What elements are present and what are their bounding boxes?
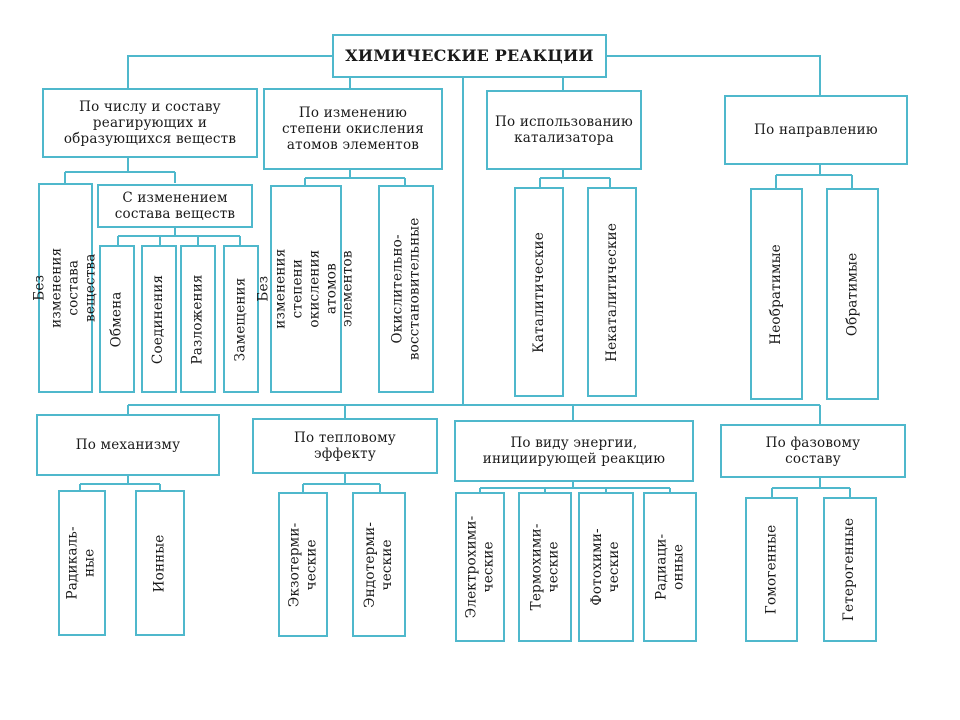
box-heterogeneous xyxy=(823,497,877,642)
box-electrochemical xyxy=(455,492,505,642)
box-exothermic xyxy=(278,492,328,637)
box-exchange-label: Обмена xyxy=(108,291,125,347)
box-redox-label: Окислительно- восстановительные xyxy=(389,217,423,361)
box-with-composition-change xyxy=(97,184,253,228)
box-substitution xyxy=(223,245,259,393)
box-redox xyxy=(378,185,434,393)
box-thermochemical-label: Термохими- ческие xyxy=(528,523,561,611)
box-ionic xyxy=(135,490,185,636)
category-thermal-label: По тепловому эффекту xyxy=(294,429,396,462)
box-irreversible xyxy=(750,188,803,400)
box-heterogeneous-label: Гетерогенные xyxy=(841,517,858,622)
box-homogeneous xyxy=(745,497,798,642)
box-reversible-label: Обратимые xyxy=(844,252,861,336)
category-phase xyxy=(720,424,906,478)
box-without-composition-change-label: Без изменения состава вещества xyxy=(31,247,99,329)
diagram-title xyxy=(332,34,607,78)
box-combination-label: Соединения xyxy=(150,274,167,364)
box-endothermic xyxy=(352,492,406,637)
box-reversible xyxy=(826,188,879,400)
box-irreversible-label: Необратимые xyxy=(768,243,785,345)
category-composition xyxy=(42,88,258,158)
category-phase-label: По фазовому составу xyxy=(765,434,861,467)
box-endothermic-label: Эндотерми- ческие xyxy=(362,521,395,608)
box-thermochemical xyxy=(518,492,572,642)
category-mechanism-label: По механизму xyxy=(75,436,181,453)
box-radical xyxy=(58,490,106,636)
category-thermal xyxy=(252,418,438,474)
box-noncatalytic xyxy=(587,187,637,397)
box-radiation xyxy=(643,492,697,642)
box-no-oxidation-change-label: Без изменения степени окисления атомов элементов xyxy=(255,248,356,330)
category-oxidation xyxy=(263,88,443,170)
box-combination xyxy=(141,245,177,393)
box-noncatalytic-label: Некаталитические xyxy=(603,222,620,362)
category-catalyst xyxy=(486,90,642,170)
box-with-composition-change-label: С изменением состава веществ xyxy=(114,189,236,222)
category-direction xyxy=(724,95,908,165)
box-radiation-label: Радиаци- онные xyxy=(653,533,686,601)
category-mechanism xyxy=(36,414,220,476)
box-exothermic-label: Экзотерми- ческие xyxy=(286,522,320,607)
box-photochemical xyxy=(578,492,634,642)
category-energy-label: По виду энергии, инициирующей реакцию xyxy=(482,434,666,467)
box-catalytic xyxy=(514,187,564,397)
category-oxidation-label: По изменению степени окисления атомов элементов xyxy=(282,104,424,154)
box-no-oxidation-change xyxy=(255,185,356,393)
box-photochemical-label: Фотохими- ческие xyxy=(589,528,622,606)
box-without-composition-change xyxy=(31,183,99,393)
box-radical-label: Радикаль- ные xyxy=(65,526,98,600)
box-electrochemical-label: Электрохими- ческие xyxy=(463,515,496,619)
category-composition-label: По числу и составу реагирующих и образующихся веществ xyxy=(63,98,237,148)
box-catalytic-label: Каталитические xyxy=(530,231,547,353)
box-homogeneous-label: Гомогенные xyxy=(763,524,780,615)
category-energy xyxy=(454,420,694,482)
box-substitution-label: Замещения xyxy=(232,277,249,361)
box-decomposition xyxy=(180,245,216,393)
diagram-title-text: ХИМИЧЕСКИЕ РЕАКЦИИ xyxy=(345,46,594,66)
category-catalyst-label: По использованию катализатора xyxy=(495,113,633,146)
box-ionic-label: Ионные xyxy=(151,534,168,592)
category-direction-label: По направлению xyxy=(754,121,878,138)
box-decomposition-label: Разложения xyxy=(189,273,206,365)
box-exchange xyxy=(99,245,135,393)
